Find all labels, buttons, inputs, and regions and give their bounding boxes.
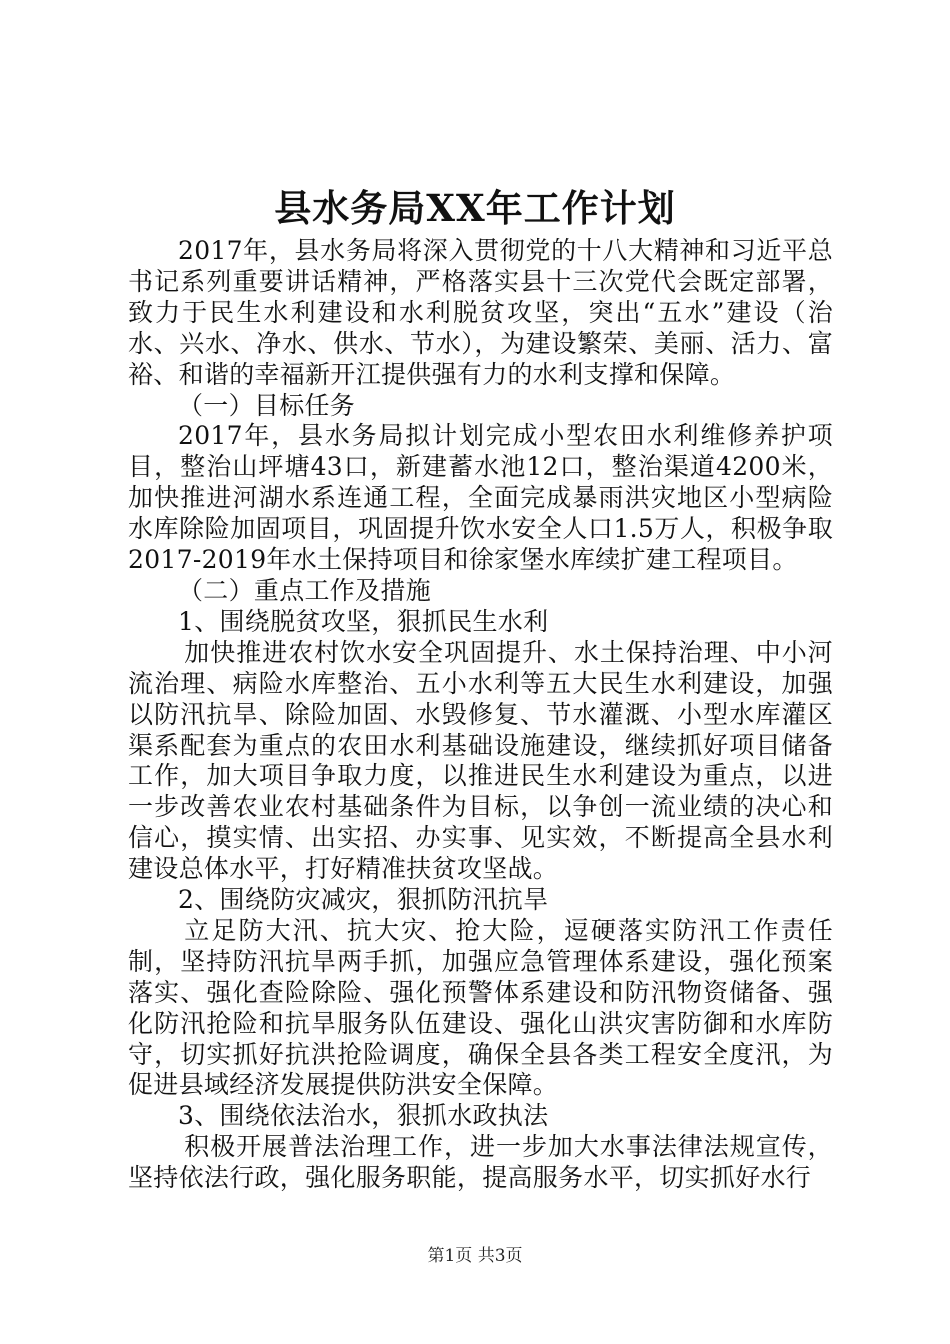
subheading-flood-control: 2、围绕防灾减灾，狠抓防汛抗旱 [178,885,549,915]
document-body [128,236,833,1194]
subheading-livelihood: 1、围绕脱贫攻坚，狠抓民生水利 [178,606,549,636]
flood-control-paragraph: 立足防大汛、抗大灾、抢大险，逗硬落实防汛工作责任制，坚持防汛抗旱两手抓，加强应急管理体系建设，强化预案落实、强化查险除险、强化预警体系建设和防汛物资储备、强化防汛抢险和抗旱服务队伍建设、强化山洪灾害防御和水库防守，切实抓好抗洪抢险调度，确保全县各类工程安全度汛，为促进县域经济发展提供防洪安全保障。 [128,915,833,1100]
section-heading-measures: （二）重点工作及措施 [178,575,432,605]
document-title: 县水务局XX年工作计划 [274,186,676,230]
page-number: 第1页 共3页 [427,1246,523,1266]
section-heading-goals: （一）目标任务 [178,390,356,420]
subheading-law-enforcement: 3、围绕依法治水，狠抓水政执法 [178,1101,549,1131]
intro-paragraph: 2017年，县水务局将深入贯彻党的十八大精神和习近平总书记系列重要讲话精神，严格落实县十三次党代会既定部署，致力于民生水利建设和水利脱贫攻坚，突出“五水”建设（治水、兴水、净水、供水、节水），为建设繁荣、美丽、活力、富裕、和谐的幸福新开江提供强有力的水利支撑和保障。 [128,236,833,389]
livelihood-paragraph: 加快推进农村饮水安全巩固提升、水土保持治理、中小河流治理、病险水库整治、五小水利等五大民生水利建设，加强以防汛抗旱、除险加固、水毁修复、节水灌溉、小型水库灌区渠系配套为重点的农田水利基础设施建设，继续抓好项目储备工作，加大项目争取力度，以推进民生水利建设为重点，以进一步改善农业农村基础条件为目标，以争创一流业绩的决心和信心，摸实情、出实招、办实事、见实效，不断提高全县水利建设总体水平，打好精准扶贫攻坚战。 [128,637,833,884]
goals-paragraph: 2017年，县水务局拟计划完成小型农田水利维修养护项目，整治山坪塘43口，新建蓄水池12口，整治渠道4200米，加快推进河湖水系连通工程，全面完成暴雨洪灾地区小型病险水库除险加固项目，巩固提升饮水安全人口1.5万人，积极争取2017-2019年水土保持项目和徐家堡水库续扩建工程项目。 [128,421,833,575]
law-enforcement-paragraph: 积极开展普法治理工作，进一步加大水事法律法规宣传，坚持依法行政，强化服务职能，提高服务水平，切实抓好水行 [128,1132,833,1193]
